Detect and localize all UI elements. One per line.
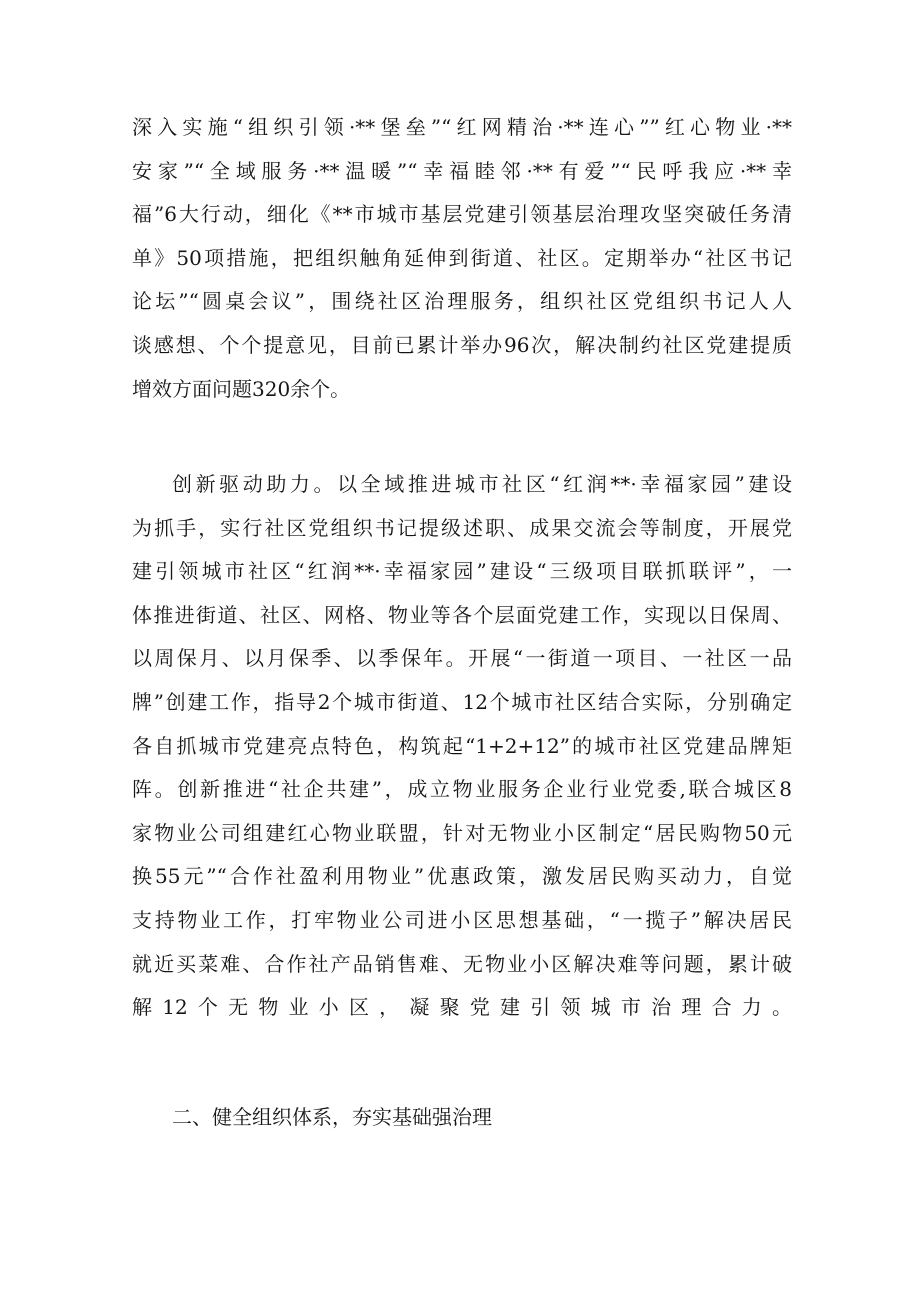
paragraph-2-line-13: 解12个无物业小区，凝聚党建引领城市治理合力。 <box>132 995 792 1020</box>
paragraph-2-line-14 <box>132 1030 792 1074</box>
paragraph-2-line-11: 支持物业工作，打牢物业公司进小区思想基础，“一揽子”解决居民 <box>132 907 792 932</box>
paragraph-1-line-7: 增效方面问题320余个。 <box>132 376 351 401</box>
paragraph-2-line-10: 换55元”“合作社盈利用物业”优惠政策，激发居民购买动力，自觉 <box>132 864 792 889</box>
paragraph-2-line-4: 体推进街道、社区、网格、物业等各个层面党建工作，实现以日保周、 <box>132 602 792 627</box>
paragraph-2-line-6: 牌”创建工作，指导2个城市街道、12个城市社区结合实际，分别确定 <box>132 689 792 714</box>
paragraph-2-line-5: 以周保月、以月保季、以季保年。开展“一街道一项目、一社区一品 <box>132 646 792 671</box>
paragraph-1 <box>132 106 792 411</box>
section-heading <box>132 1096 792 1140</box>
paragraph-1-line-6: 谈感想、个个提意见，目前已累计举办96次，解决制约社区党建提质 <box>132 332 792 357</box>
paragraph-2-line-1: 创新驱动助力。以全域推进城市社区“红润**·幸福家园”建设 <box>172 472 792 496</box>
paragraph-2-line-8: 阵。创新推进“社企共建”，成立物业服务企业行业党委,联合城区8 <box>132 777 792 802</box>
section-heading-text: 二、健全组织体系，夯实基础强治理 <box>172 1105 492 1129</box>
paragraph-2-line-7: 各自抓城市党建亮点特色，构筑起“1+2+12”的城市社区党建品牌矩 <box>132 733 792 758</box>
paragraph-1-line-4: 单》50项措施，把组织触角延伸到街道、社区。定期举办“社区书记 <box>132 245 792 270</box>
paragraph-2-line-3: 建引领城市社区“红润**·幸福家园”建设“三级项目联抓联评”，一 <box>132 559 792 584</box>
paragraph-2-line-12: 就近买菜难、合作社产品销售难、无物业小区解决难等问题，累计破 <box>132 951 792 976</box>
paragraph-2 <box>132 463 792 1073</box>
paragraph-1-line-2: 安家”“全域服务·**温暖”“幸福睦邻·**有爱”“民呼我应·**幸 <box>132 158 792 183</box>
paragraph-1-line-5: 论坛”“圆桌会议”，围绕社区治理服务，组织社区党组织书记人人 <box>132 289 792 314</box>
paragraph-2-line-9: 家物业公司组建红心物业联盟，针对无物业小区制定“居民购物50元 <box>132 820 792 845</box>
paragraph-1-line-1: 深入实施“组织引领·**堡垒”“红网精治·**连心””红心物业·** <box>132 115 792 139</box>
paragraph-2-line-2: 为抓手，实行社区党组织书记提级述职、成果交流会等制度，开展党 <box>132 515 792 540</box>
paragraph-1-line-3: 福”6大行动，细化《**市城市基层党建引领基层治理攻坚突破任务清 <box>132 202 792 227</box>
